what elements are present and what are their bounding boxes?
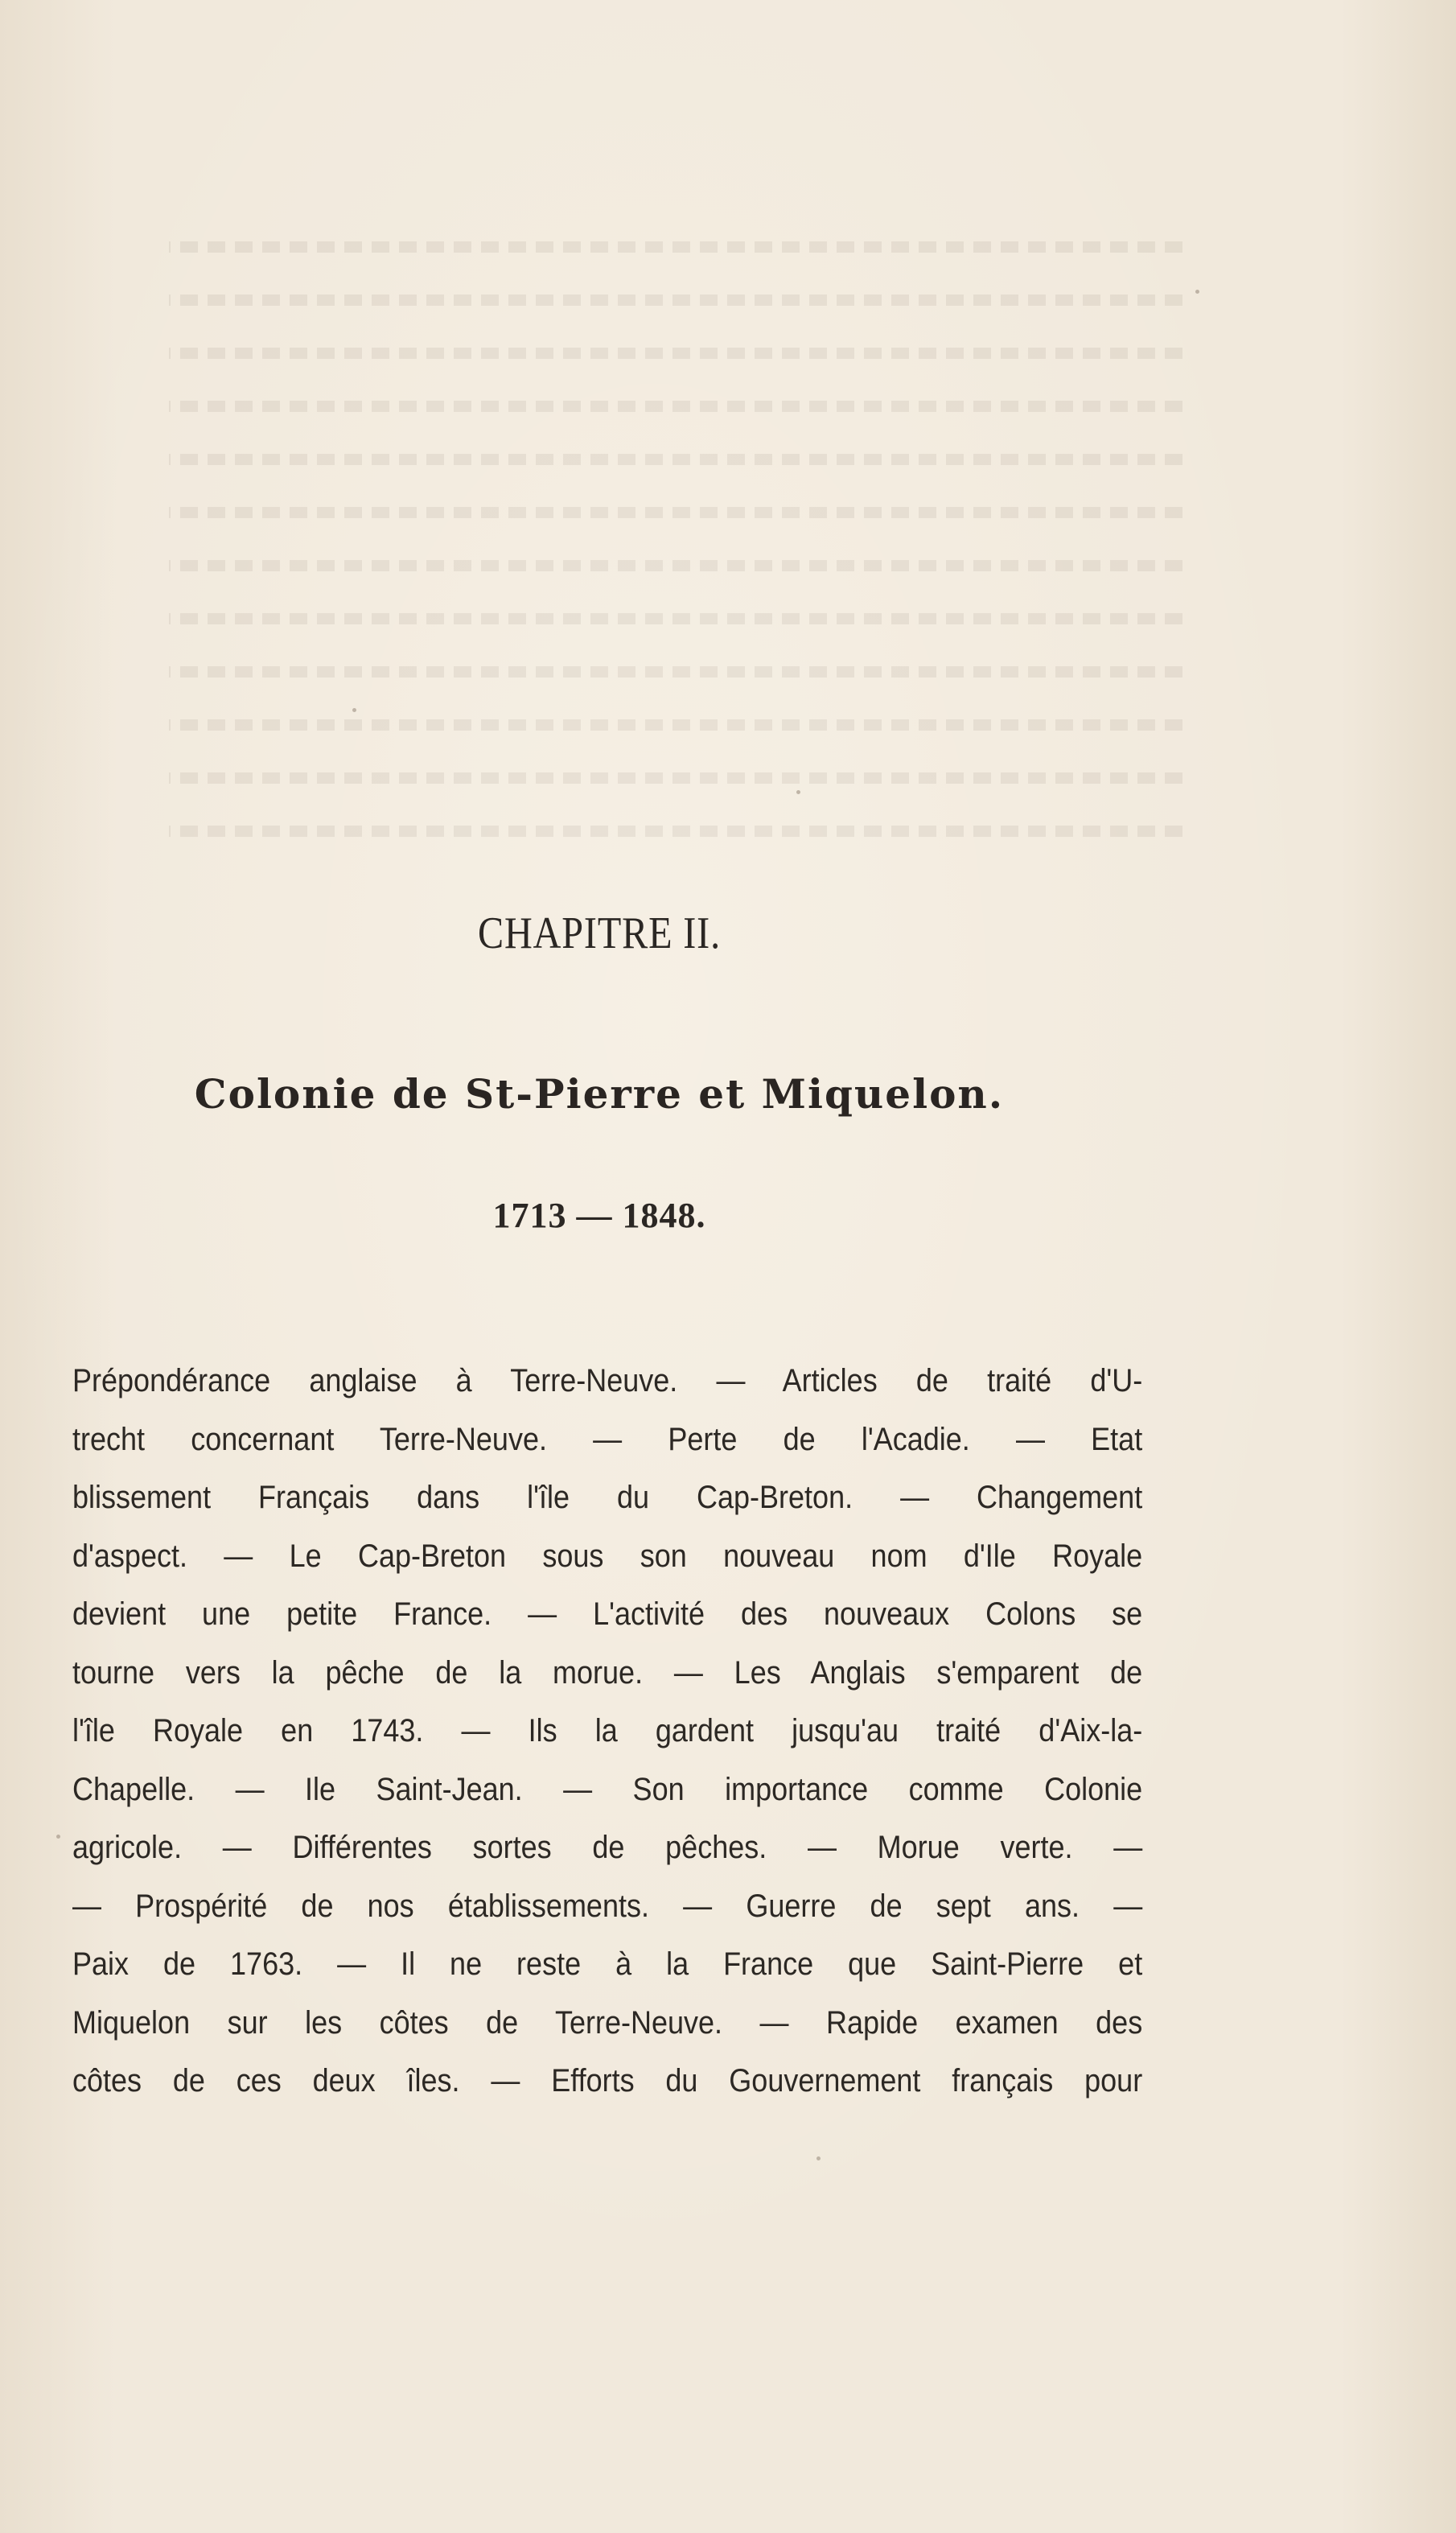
bleed-through-text: [169, 241, 1182, 853]
summary-line: l'île Royale en 1743. — Ils la gardent jusqu'au traité d'Aix-la-: [72, 1713, 1143, 1748]
summary-line: d'aspect. — Le Cap-Breton sous son nouveau nom d'Ile Royale: [72, 1538, 1143, 1574]
summary-line: — Prospérité de nos établissements. — Guerre de sept ans. —: [72, 1888, 1143, 1924]
summary-line: Chapelle. — Ile Saint-Jean. — Son importance comme Colonie: [72, 1771, 1143, 1807]
paper-speck: [352, 708, 356, 712]
paper-speck: [56, 1835, 60, 1839]
summary-line: devient une petite France. — L'activité des nouveaux Colons se: [72, 1596, 1143, 1632]
chapter-title: CHAPITRE II.: [478, 908, 721, 958]
summary-line: blissement Français dans l'île du Cap-Breton. — Changement: [72, 1480, 1143, 1515]
paper-speck: [796, 790, 800, 794]
summary-line: côtes de ces deux îles. — Efforts du Gouvernement français pour: [72, 2063, 1143, 2098]
chapter-summary: [72, 1352, 1142, 2111]
summary-line: agricole. — Différentes sortes de pêches. — Morue verte. —: [72, 1830, 1143, 1865]
paper-speck: [816, 2156, 821, 2160]
colony-title: Colonie de St-Pierre et Miquelon.: [194, 1070, 1005, 1118]
summary-line: Paix de 1763. — Il ne reste à la France que Saint-Pierre et: [72, 1946, 1143, 1982]
summary-line: Miquelon sur les côtes de Terre-Neuve. — Rapide examen des: [72, 2004, 1143, 2041]
summary-line: trecht concernant Terre-Neuve. — Perte de l'Acadie. — Etat: [72, 1421, 1143, 1457]
summary-line: tourne vers la pêche de la morue. — Les Anglais s'emparent de: [72, 1654, 1143, 1691]
summary-line: Prépondérance anglaise à Terre-Neuve. — Articles de traité d'U-: [72, 1363, 1143, 1398]
date-range: 1713 — 1848.: [492, 1196, 706, 1235]
paper-speck: [1195, 290, 1199, 294]
